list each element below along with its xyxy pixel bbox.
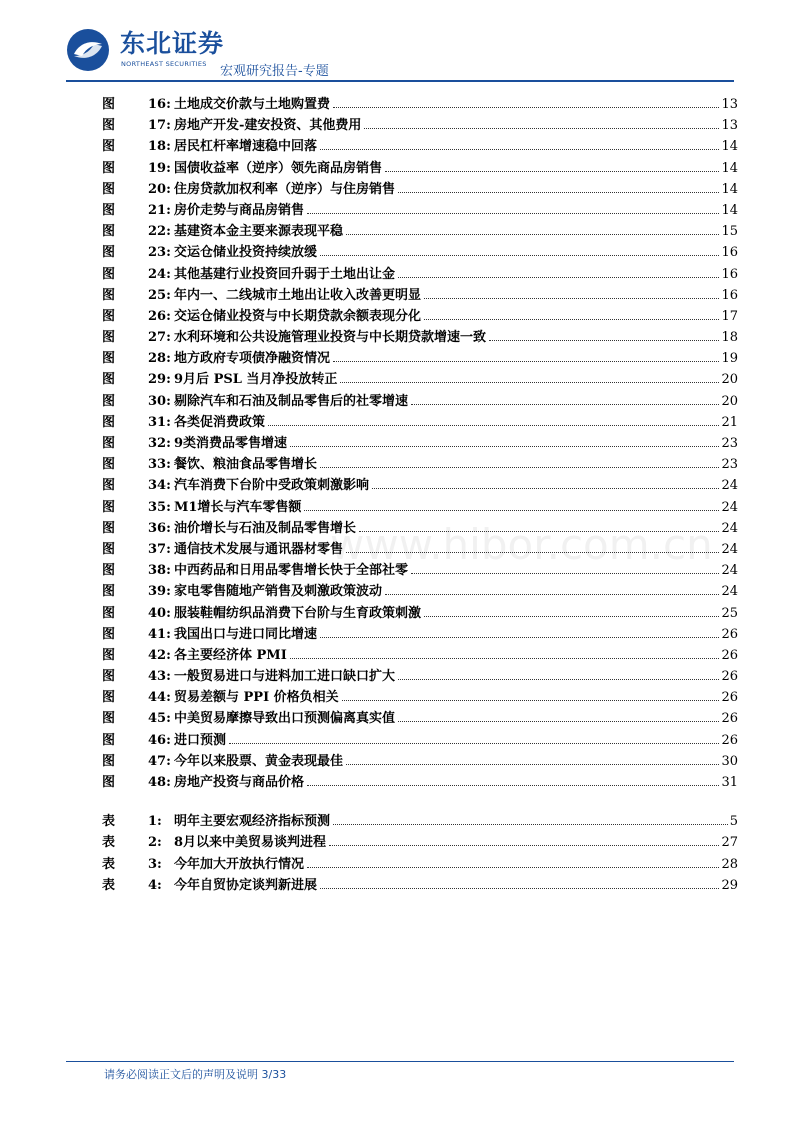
entry-page-number: 14 <box>721 139 738 155</box>
entry-page-number: 27 <box>721 835 738 851</box>
entry-label: 图 <box>102 626 116 642</box>
entry-label: 图 <box>102 541 116 557</box>
entry-number: 35: <box>148 499 171 515</box>
figure-entry[interactable] <box>102 730 738 751</box>
northeast-securities-logo-icon <box>66 28 110 72</box>
leader-dots <box>424 319 719 320</box>
entry-title: 油价增长与石油及制品零售增长 <box>174 520 357 536</box>
leader-dots <box>364 128 719 129</box>
entry-number: 32: <box>148 436 171 451</box>
leader-dots <box>385 594 719 595</box>
figure-entry[interactable] <box>102 475 738 496</box>
entry-page-number: 28 <box>721 856 738 872</box>
entry-label: 图 <box>102 351 116 367</box>
figure-entry[interactable] <box>102 708 738 729</box>
entry-page-number: 24 <box>721 499 738 515</box>
entry-title: 房地产投资与商品价格 <box>174 775 305 790</box>
header-divider <box>66 80 734 82</box>
entry-label: 图 <box>102 520 116 536</box>
entry-label: 图 <box>102 478 116 494</box>
entry-label: 图 <box>102 308 116 324</box>
entry-title: 土地成交价款与土地购置费 <box>174 97 331 112</box>
figure-entry[interactable] <box>102 497 738 518</box>
entry-number: 21: <box>148 202 171 218</box>
leader-dots <box>340 382 719 383</box>
watermark: www.hibor.com.cn <box>330 520 713 569</box>
entry-title: 剔除汽车和石油及制品零售后的社零增速 <box>174 393 409 409</box>
leader-dots <box>398 192 719 193</box>
entry-label: 图 <box>102 605 116 621</box>
entry-title: 地方政府专项债净融资情况 <box>174 351 331 367</box>
entry-number: 16: <box>148 97 171 112</box>
entry-page-number: 17 <box>721 308 738 324</box>
entry-number: 36: <box>148 520 171 536</box>
entry-number: 24: <box>148 266 171 282</box>
leader-dots <box>304 510 719 511</box>
entry-page-number: 15 <box>721 224 738 240</box>
entry-number: 47: <box>148 753 171 769</box>
entry-title: 国债收益率（逆序）领先商品房销售 <box>174 160 383 176</box>
table-entry[interactable] <box>102 832 738 853</box>
entry-label: 图 <box>102 669 116 685</box>
entry-title: 基建资本金主要来源表现平稳 <box>174 224 344 240</box>
entry-title: 中西药品和日用品零售增长快于全部社零 <box>174 563 409 579</box>
entry-label: 图 <box>102 139 116 155</box>
entry-page-number: 26 <box>721 669 738 685</box>
entry-number: 34: <box>148 478 171 494</box>
leader-dots <box>424 298 719 299</box>
entry-label: 图 <box>102 224 116 240</box>
leader-dots <box>320 637 719 638</box>
entry-number: 1: <box>148 814 162 830</box>
entry-label: 图 <box>102 563 116 579</box>
entry-title: 水利环境和公共设施管理业投资与中长期贷款增速一致 <box>174 330 487 346</box>
leader-dots <box>268 425 719 426</box>
entry-page-number: 25 <box>721 605 738 621</box>
entry-number: 2: <box>148 835 162 851</box>
entry-page-number: 26 <box>721 711 738 727</box>
figure-entry[interactable] <box>102 518 738 539</box>
entry-number: 48: <box>148 775 171 790</box>
entry-page-number: 14 <box>721 202 738 218</box>
entry-page-number: 16 <box>721 245 738 261</box>
entry-label: 图 <box>102 245 116 261</box>
entry-number: 17: <box>148 118 171 134</box>
entry-title: 餐饮、粮油食品零售增长 <box>174 457 318 473</box>
entry-page-number: 13 <box>721 118 738 134</box>
entry-title: 9月后 PSL 当月净投放转正 <box>174 372 338 388</box>
figure-entry[interactable] <box>102 412 738 433</box>
entry-page-number: 21 <box>721 414 738 430</box>
entry-page-number: 26 <box>721 647 738 663</box>
entry-label: 图 <box>102 97 116 112</box>
entry-label: 图 <box>102 457 116 473</box>
entry-number: 42: <box>148 647 171 663</box>
entry-title: 通信技术发展与通讯器材零售 <box>174 541 344 557</box>
entry-number: 41: <box>148 626 171 642</box>
entry-label: 图 <box>102 436 116 451</box>
leader-dots <box>346 764 719 765</box>
entry-page-number: 30 <box>721 753 738 769</box>
figure-entry[interactable] <box>102 136 738 157</box>
entry-title: 明年主要宏观经济指标预测 <box>174 814 331 830</box>
entry-label: 表 <box>102 877 116 893</box>
entry-number: 22: <box>148 224 171 240</box>
table-of-contents <box>102 94 738 896</box>
leader-dots <box>398 721 719 722</box>
entry-page-number: 14 <box>721 160 738 176</box>
entry-title: 居民杠杆率增速稳中回落 <box>174 139 318 155</box>
entry-label: 图 <box>102 711 116 727</box>
entry-label: 图 <box>102 414 116 430</box>
entry-title: 家电零售随地产销售及刺激政策波动 <box>174 584 383 600</box>
entry-label: 图 <box>102 690 116 706</box>
entry-title: 今年自贸协定谈判新进展 <box>174 877 318 893</box>
figure-entry[interactable] <box>102 285 738 306</box>
figure-entry[interactable] <box>102 115 738 136</box>
entry-page-number: 24 <box>721 541 738 557</box>
entry-title: 我国出口与进口同比增速 <box>174 626 318 642</box>
leader-dots <box>411 404 719 405</box>
entry-label: 图 <box>102 330 116 346</box>
leader-dots <box>307 867 719 868</box>
leader-dots <box>307 785 719 786</box>
entry-number: 44: <box>148 690 171 706</box>
entry-page-number: 31 <box>721 775 738 790</box>
entry-page-number: 14 <box>721 181 738 197</box>
figure-entry[interactable] <box>102 264 738 285</box>
table-entry[interactable] <box>102 854 738 875</box>
figure-entry[interactable] <box>102 306 738 327</box>
entry-title: 贸易差额与 PPI 价格负相关 <box>174 690 339 706</box>
leader-dots <box>411 573 719 574</box>
leader-dots <box>333 107 719 108</box>
entry-label: 图 <box>102 181 116 197</box>
entry-label: 图 <box>102 393 116 409</box>
entry-page-number: 23 <box>721 436 738 451</box>
entry-page-number: 24 <box>721 520 738 536</box>
leader-dots <box>372 488 719 489</box>
entry-page-number: 26 <box>721 690 738 706</box>
figure-entry[interactable] <box>102 200 738 221</box>
footer-divider <box>66 1061 734 1062</box>
entry-title: 一般贸易进口与进料加工进口缺口扩大 <box>174 669 396 685</box>
leader-dots <box>398 277 719 278</box>
leader-dots <box>489 340 719 341</box>
entry-number: 40: <box>148 605 171 621</box>
figure-entry[interactable] <box>102 666 738 687</box>
figure-entry[interactable] <box>102 581 738 602</box>
entry-number: 38: <box>148 563 171 579</box>
table-entry[interactable] <box>102 811 738 832</box>
entry-number: 30: <box>148 393 171 409</box>
entry-title: 中美贸易摩擦导致出口预测偏离真实值 <box>174 711 396 727</box>
figure-entry[interactable] <box>102 772 738 793</box>
leader-dots <box>346 234 719 235</box>
figure-entry[interactable] <box>102 348 738 369</box>
entry-title: 年内一、二线城市土地出让收入改善更明显 <box>174 287 422 303</box>
entry-number: 18: <box>148 139 171 155</box>
figure-entry[interactable] <box>102 94 738 115</box>
entry-label: 图 <box>102 202 116 218</box>
entry-title: 进口预测 <box>174 732 227 748</box>
entry-title: 房价走势与商品房销售 <box>174 202 305 218</box>
entry-label: 图 <box>102 775 116 790</box>
entry-title: 交运仓储业投资持续放缓 <box>174 245 318 261</box>
entry-page-number: 16 <box>721 266 738 282</box>
figure-entry[interactable] <box>102 603 738 624</box>
leader-dots <box>320 255 719 256</box>
entry-title: 汽车消费下台阶中受政策刺激影响 <box>174 478 370 494</box>
leader-dots <box>333 361 719 362</box>
table-entry[interactable] <box>102 875 738 896</box>
leader-dots <box>398 679 719 680</box>
entry-page-number: 18 <box>721 330 738 346</box>
entry-title: 各主要经济体 PMI <box>174 647 287 663</box>
entry-page-number: 5 <box>729 814 738 830</box>
entry-label: 图 <box>102 647 116 663</box>
leader-dots <box>359 531 719 532</box>
figure-entry[interactable] <box>102 158 738 179</box>
entry-number: 23: <box>148 245 171 261</box>
entry-number: 33: <box>148 457 171 473</box>
leader-dots <box>385 171 719 172</box>
entry-label: 图 <box>102 753 116 769</box>
entry-title: 其他基建行业投资回升弱于土地出让金 <box>174 266 396 282</box>
entry-title: 住房贷款加权利率（逆序）与住房销售 <box>174 181 396 197</box>
entry-number: 25: <box>148 287 171 303</box>
entry-label: 图 <box>102 499 116 515</box>
table-list <box>102 811 738 896</box>
entry-label: 图 <box>102 372 116 388</box>
entry-number: 39: <box>148 584 171 600</box>
entry-title: 交运仓储业投资与中长期贷款余额表现分化 <box>174 308 422 324</box>
entry-title: 今年加大开放执行情况 <box>174 856 305 872</box>
entry-number: 43: <box>148 669 171 685</box>
entry-number: 37: <box>148 541 171 557</box>
entry-title: 房地产开发-建安投资、其他费用 <box>174 118 362 134</box>
figure-entry[interactable] <box>102 327 738 348</box>
entry-label: 表 <box>102 835 116 851</box>
entry-number: 46: <box>148 732 171 748</box>
figure-entry[interactable] <box>102 751 738 772</box>
entry-title: 9类消费品零售增速 <box>174 436 288 451</box>
entry-number: 20: <box>148 181 171 197</box>
entry-label: 图 <box>102 160 116 176</box>
entry-page-number: 19 <box>721 351 738 367</box>
leader-dots <box>346 552 719 553</box>
entry-page-number: 26 <box>721 626 738 642</box>
entry-label: 图 <box>102 732 116 748</box>
entry-page-number: 20 <box>721 372 738 388</box>
entry-label: 图 <box>102 266 116 282</box>
entry-page-number: 24 <box>721 478 738 494</box>
entry-number: 3: <box>148 856 162 872</box>
entry-page-number: 13 <box>721 97 738 112</box>
page-header <box>66 22 734 84</box>
leader-dots <box>307 213 719 214</box>
entry-number: 28: <box>148 351 171 367</box>
entry-label: 表 <box>102 814 116 830</box>
entry-number: 27: <box>148 330 171 346</box>
figure-entry[interactable] <box>102 179 738 200</box>
leader-dots <box>290 446 719 447</box>
entry-number: 4: <box>148 877 162 893</box>
leader-dots <box>229 743 719 744</box>
entry-title: 各类促消费政策 <box>174 414 266 430</box>
entry-number: 29: <box>148 372 171 388</box>
figure-list <box>102 94 738 793</box>
figure-entry[interactable] <box>102 242 738 263</box>
leader-dots <box>329 845 719 846</box>
figure-entry[interactable] <box>102 687 738 708</box>
leader-dots <box>320 888 719 889</box>
entry-number: 45: <box>148 711 171 727</box>
entry-title: 服装鞋帽纺织品消费下台阶与生育政策刺激 <box>174 605 422 621</box>
entry-page-number: 20 <box>721 393 738 409</box>
leader-dots <box>290 658 720 659</box>
figure-entry[interactable] <box>102 221 738 242</box>
entry-title: 今年以来股票、黄金表现最佳 <box>174 753 344 769</box>
leader-dots <box>333 824 728 825</box>
entry-page-number: 29 <box>721 877 738 893</box>
brand-name-english: NORTHEAST SECURITIES <box>121 60 207 68</box>
entry-title: 8月以来中美贸易谈判进程 <box>174 835 327 851</box>
leader-dots <box>424 616 719 617</box>
leader-dots <box>320 149 719 150</box>
entry-number: 19: <box>148 160 171 176</box>
report-type: 宏观研究报告-专题 <box>220 64 329 79</box>
entry-page-number: 24 <box>721 584 738 600</box>
leader-dots <box>342 700 720 701</box>
figure-entry[interactable] <box>102 433 738 454</box>
entry-title: M1增长与汽车零售额 <box>174 499 302 515</box>
figure-entry[interactable] <box>102 539 738 560</box>
figure-entry[interactable] <box>102 369 738 390</box>
figure-entry[interactable] <box>102 454 738 475</box>
figure-entry[interactable] <box>102 624 738 645</box>
entry-page-number: 24 <box>721 563 738 579</box>
entry-label: 表 <box>102 856 116 872</box>
entry-label: 图 <box>102 118 116 134</box>
footer-disclaimer: 请务必阅读正文后的声明及说明 3/33 <box>104 1068 287 1081</box>
entry-page-number: 23 <box>721 457 738 473</box>
figure-entry[interactable] <box>102 560 738 581</box>
figure-entry[interactable] <box>102 645 738 666</box>
entry-page-number: 26 <box>721 732 738 748</box>
entry-label: 图 <box>102 584 116 600</box>
entry-number: 26: <box>148 308 171 324</box>
entry-page-number: 16 <box>721 287 738 303</box>
entry-number: 31: <box>148 414 171 430</box>
entry-label: 图 <box>102 287 116 303</box>
leader-dots <box>320 467 719 468</box>
figure-entry[interactable] <box>102 391 738 412</box>
brand-name: 东北证券 <box>120 29 225 58</box>
